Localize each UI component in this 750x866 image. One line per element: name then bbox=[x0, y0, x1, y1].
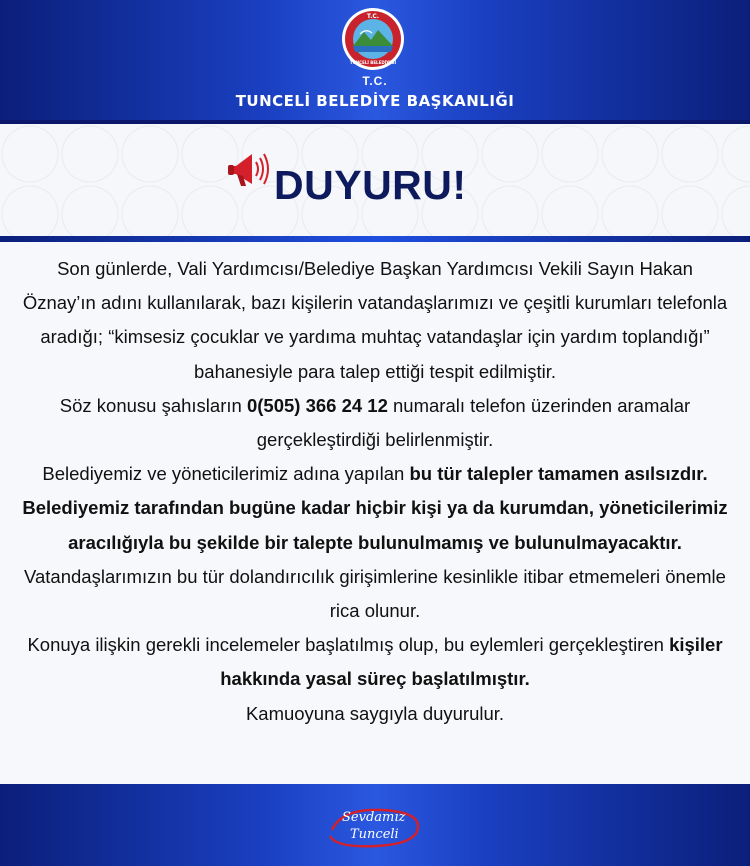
seal-text-bottom: TUNCELİ BELEDİYESİ bbox=[349, 60, 397, 65]
paragraph bbox=[22, 252, 728, 389]
paragraph-text: Kamuoyuna saygıyla duyurulur. bbox=[245, 702, 505, 724]
paragraph bbox=[22, 697, 728, 731]
megaphone-icon bbox=[222, 146, 272, 192]
paragraph bbox=[22, 560, 728, 628]
emphasized-text: bu tür talepler tamamen asılsızdır. Belediyemiz tarafından bugüne kadar hiçbir kişi ya da kurumdan, yöneticilerimiz aracılığıyla bu şekilde bir talepte bulunulmamış ve bulunulmayacaktır. bbox=[22, 463, 728, 553]
paragraph-text: Konuya ilişkin gerekli incelemeler başlatılmış olup, bu eylemleri gerçekleştiren bbox=[27, 634, 670, 656]
paragraph-text: Söz konusu şahısların bbox=[59, 394, 247, 416]
paragraph-text: Belediyemiz ve yöneticilerimiz adına yapılan bbox=[42, 463, 410, 485]
paragraph-text: Vatandaşlarımızın bu tür dolandırıcılık girişimlerine kesinlikle itibar etmemeleri önemle rica olunur. bbox=[24, 565, 726, 622]
org-abbreviation: T.C. bbox=[362, 74, 388, 88]
emphasized-text: kişiler hakkında yasal süreç başlatılmıştır. bbox=[220, 634, 723, 690]
announcement-text bbox=[22, 252, 728, 731]
paragraph-text: Son günlerde, Vali Yardımcısı/Belediye Başkan Yardımcısı Vekili Sayın Hakan Öznay’ın adını kullanılarak, bazı kişilerin vatandaşlarımızı ve çeşitli kurumları telefonla aradığı; “kimsesiz çocuklar ve yardıma muhtaç vatandaşlar için yardım toplandığı” bahanesiyle para talep ettiği tespit edilmiştir. bbox=[22, 258, 728, 382]
municipality-seal-icon bbox=[340, 6, 406, 72]
paragraph bbox=[22, 457, 728, 560]
emphasized-text: 0(505) 366 24 12 bbox=[246, 394, 388, 416]
org-name: TUNCELİ BELEDİYE BAŞKANLIĞI bbox=[235, 92, 515, 110]
paragraph bbox=[22, 389, 728, 457]
slogan-line-2: Tunceli bbox=[350, 827, 399, 842]
paragraph-text: numaralı telefon üzerinden aramalar gerçekleştirdiği belirlenmiştir. bbox=[256, 394, 691, 451]
paragraph bbox=[22, 628, 728, 696]
slogan-line-1: Sevdamız bbox=[342, 810, 406, 825]
announcement-title: DUYURU! bbox=[274, 162, 467, 208]
seal-text-top: T.C. bbox=[366, 13, 380, 20]
